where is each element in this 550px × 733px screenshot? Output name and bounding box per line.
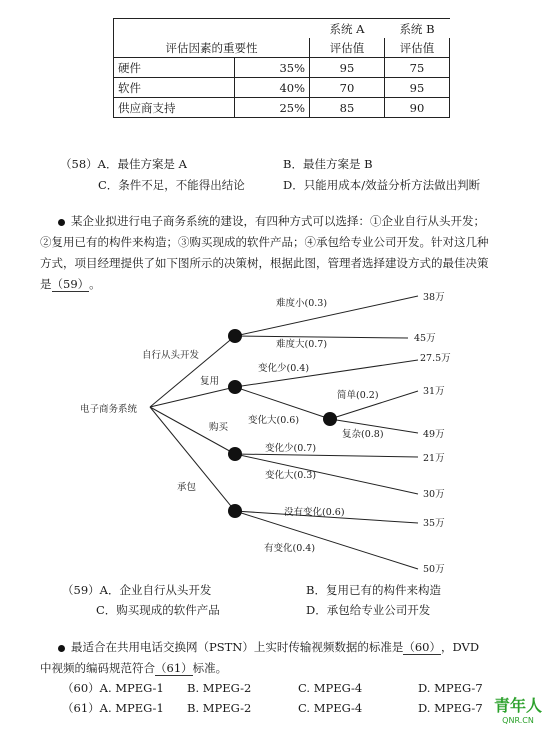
- q59-option-a: （59）A．企业自行从头开发: [62, 583, 212, 597]
- branch-self-label: 自行从头开发: [142, 350, 200, 361]
- q60-stem-line1: 最适合在共用电话交换网（PSTN）上实时传输视频数据的标准是（60），DVD: [58, 640, 479, 655]
- q59-stem-line2: ②复用已有的构件来构造；③购买现成的软件产品；④承包给专业公司开发。针对这几种: [40, 235, 489, 249]
- payoff-value: 35万: [423, 518, 445, 529]
- prob-buy-less: 变化少(0.7): [265, 443, 317, 454]
- tree-root-label: 电子商务系统: [80, 404, 138, 415]
- subheader-factor: 评估因素的重要性: [114, 38, 310, 58]
- q61-option-d: D. MPEG-7: [418, 701, 483, 715]
- q59-stem-line3: 方式，项目经理提供了如下图所示的决策树，根据此图，管理者选择建设方式的最佳决策: [40, 256, 489, 270]
- prob-self-easy: 难度小(0.3): [276, 298, 328, 309]
- q61-option-c: C. MPEG-4: [298, 701, 363, 715]
- q59-option-d: D．承包给专业公司开发: [306, 603, 431, 617]
- prob-contract-none: 没有变化(0.6): [284, 507, 345, 518]
- row-value-b: 95: [385, 78, 450, 98]
- q61-option-a: （61）A. MPEG-1: [62, 701, 164, 715]
- blank-61: （61）: [155, 661, 193, 675]
- prob-reuse-less: 变化少(0.4): [258, 363, 310, 374]
- row-factor: 供应商支持: [114, 98, 235, 118]
- bullet-icon: [58, 645, 65, 652]
- row-value-b: 75: [385, 58, 450, 78]
- row-weight: 25%: [235, 98, 310, 118]
- q59-stem-line1: 某企业拟进行电子商务系统的建设，有四种方式可以选择：①企业自行从头开发；: [58, 214, 485, 228]
- payoff-value: 49万: [423, 429, 445, 440]
- q60-stem-line2: 中视频的编码规范符合（61）标准。: [40, 661, 228, 675]
- q59-stem-line4: 是（59）。: [40, 277, 101, 291]
- q59-option-b: B．复用已有的构件来构造: [306, 583, 441, 597]
- q59-option-c: C．购买现成的软件产品: [96, 603, 220, 617]
- row-value-a: 95: [310, 58, 385, 78]
- q60-option-c: C. MPEG-4: [298, 681, 363, 695]
- payoff-value: 38万: [423, 292, 445, 303]
- row-factor: 软件: [114, 78, 235, 98]
- row-value-b: 90: [385, 98, 450, 118]
- chance-node-reuse-change: [323, 412, 337, 426]
- q60-option-d: D. MPEG-7: [418, 681, 483, 695]
- q60-option-a: （60）A. MPEG-1: [62, 681, 164, 695]
- q58-option-b: B．最佳方案是 B: [283, 157, 373, 171]
- q60-option-b: B. MPEG-2: [187, 681, 252, 695]
- payoff-value: 21万: [423, 453, 445, 464]
- payoff-value: 27.5万: [420, 353, 451, 364]
- q61-option-b: B. MPEG-2: [187, 701, 252, 715]
- prob-reuse-more: 变化大(0.6): [248, 415, 300, 426]
- payoff-value: 30万: [423, 489, 445, 500]
- subheader-val-b: 评估值: [385, 38, 450, 58]
- prob-contract-change: 有变化(0.4): [264, 543, 316, 554]
- row-weight: 40%: [235, 78, 310, 98]
- chance-node-contract: [228, 504, 242, 518]
- payoff-value: 45万: [414, 333, 436, 344]
- payoff-value: 50万: [423, 564, 445, 575]
- branch-contract-label: 承包: [177, 482, 197, 493]
- blank-59: （59）: [51, 277, 90, 291]
- header-system-a: 系统 A: [310, 19, 385, 39]
- chance-node-reuse: [228, 380, 242, 394]
- q58-option-c: C．条件不足，不能得出结论: [98, 178, 245, 192]
- row-factor: 硬件: [114, 58, 235, 78]
- row-value-a: 85: [310, 98, 385, 118]
- row-weight: 35%: [235, 58, 310, 78]
- chance-node-self: [228, 329, 242, 343]
- watermark-sub: QNR.CN: [502, 716, 534, 725]
- prob-reuse-simple: 简单(0.2): [337, 390, 379, 401]
- prob-reuse-complex: 复杂(0.8): [342, 429, 384, 440]
- blank-60: （60）: [403, 640, 441, 654]
- subheader-val-a: 评估值: [310, 38, 385, 58]
- prob-buy-more: 变化大(0.3): [265, 470, 317, 481]
- watermark-main: 青年人: [493, 696, 542, 715]
- prob-self-hard: 难度大(0.7): [276, 339, 328, 350]
- branch-buy-label: 购买: [209, 422, 229, 433]
- payoff-value: 31万: [423, 386, 445, 397]
- q58-option-d: D．只能用成本/效益分析方法做出判断: [283, 178, 481, 192]
- q58-option-a: （58）A．最佳方案是 A: [60, 157, 187, 171]
- row-value-a: 70: [310, 78, 385, 98]
- header-system-b: 系统 B: [385, 19, 450, 39]
- branch-reuse-label: 复用: [200, 376, 220, 387]
- chance-node-buy: [228, 447, 242, 461]
- watermark-logo: [494, 693, 542, 725]
